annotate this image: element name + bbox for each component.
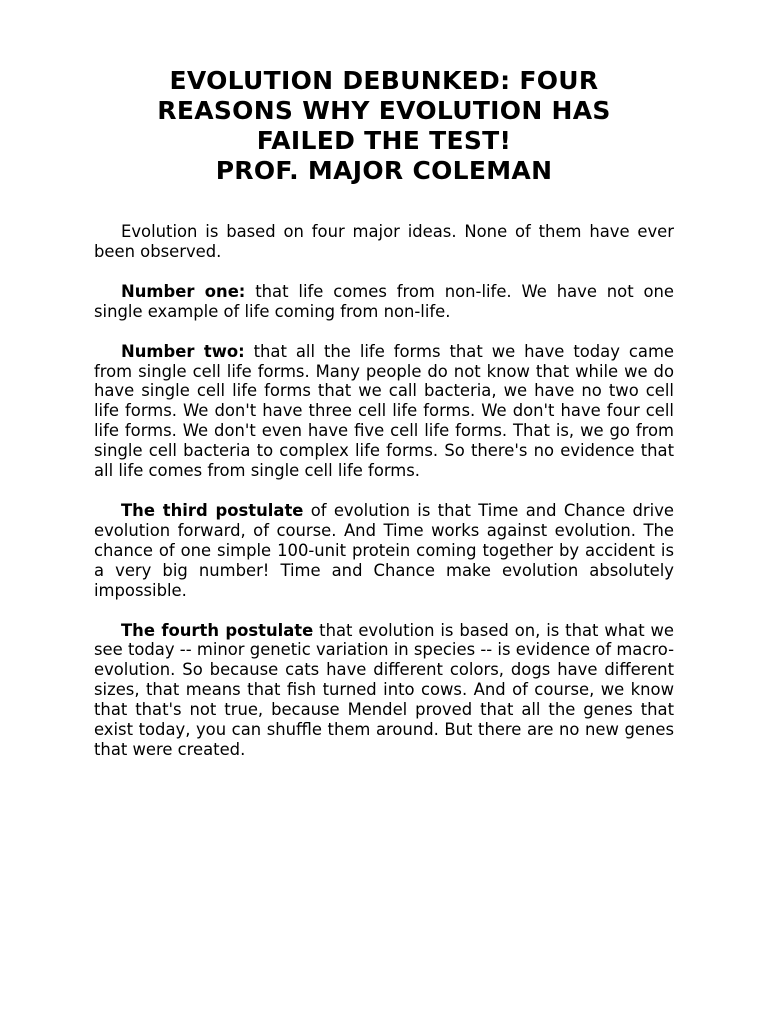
paragraph-lead: Number two:	[121, 341, 245, 361]
document-body	[94, 222, 674, 760]
paragraph-third-postulate	[94, 501, 674, 601]
title-line: FAILED THE TEST!	[256, 126, 512, 155]
paragraph-number-two	[94, 342, 674, 481]
paragraph-text: of evolution is that Time and Chance drive evolution forward, of course. And Time works against evolution. The chance of one simple 100-unit protein coming together by accident is a very big number! Time and Chance make evolution absolutely impossible.	[94, 500, 674, 600]
paragraph-text: Evolution is based on four major ideas. None of them have ever been observed.	[94, 222, 674, 261]
paragraph-text: that all the life forms that we have today came from single cell life forms. Many people do not know that while we do have single cell life forms that we call bacteria, we have no two cell life forms. We don't have three cell life forms. We don't have four cell life forms. We don't even have five cell life forms. That is, we go from single cell bacteria to complex life forms. So there's no evidence that all life comes from single cell life forms.	[94, 341, 674, 481]
document-title	[94, 66, 674, 186]
document-page	[94, 66, 674, 780]
intro-paragraph	[94, 222, 674, 262]
title-line: EVOLUTION DEBUNKED: FOUR	[169, 66, 599, 95]
author-line: PROF. MAJOR COLEMAN	[215, 156, 553, 185]
paragraph-text: that life comes from non-life. We have not one single example of life coming from non-life.	[94, 281, 674, 321]
paragraph-number-one	[94, 282, 674, 322]
title-line: REASONS WHY EVOLUTION HAS	[157, 96, 611, 125]
paragraph-lead: The fourth postulate	[121, 620, 314, 640]
paragraph-lead: Number one:	[121, 281, 246, 301]
paragraph-text: that evolution is based on, is that what we see today -- minor genetic variation in species -- is evidence of macro-evolution. So because cats have different colors, dogs have different sizes, that means that fish turned into cows. And of course, we know that that's not true, because Mendel proved that all the genes that exist today, you can shuffle them around. But there are no new genes that were created.	[94, 620, 674, 759]
paragraph-lead: The third postulate	[121, 500, 304, 520]
paragraph-fourth-postulate	[94, 621, 674, 760]
